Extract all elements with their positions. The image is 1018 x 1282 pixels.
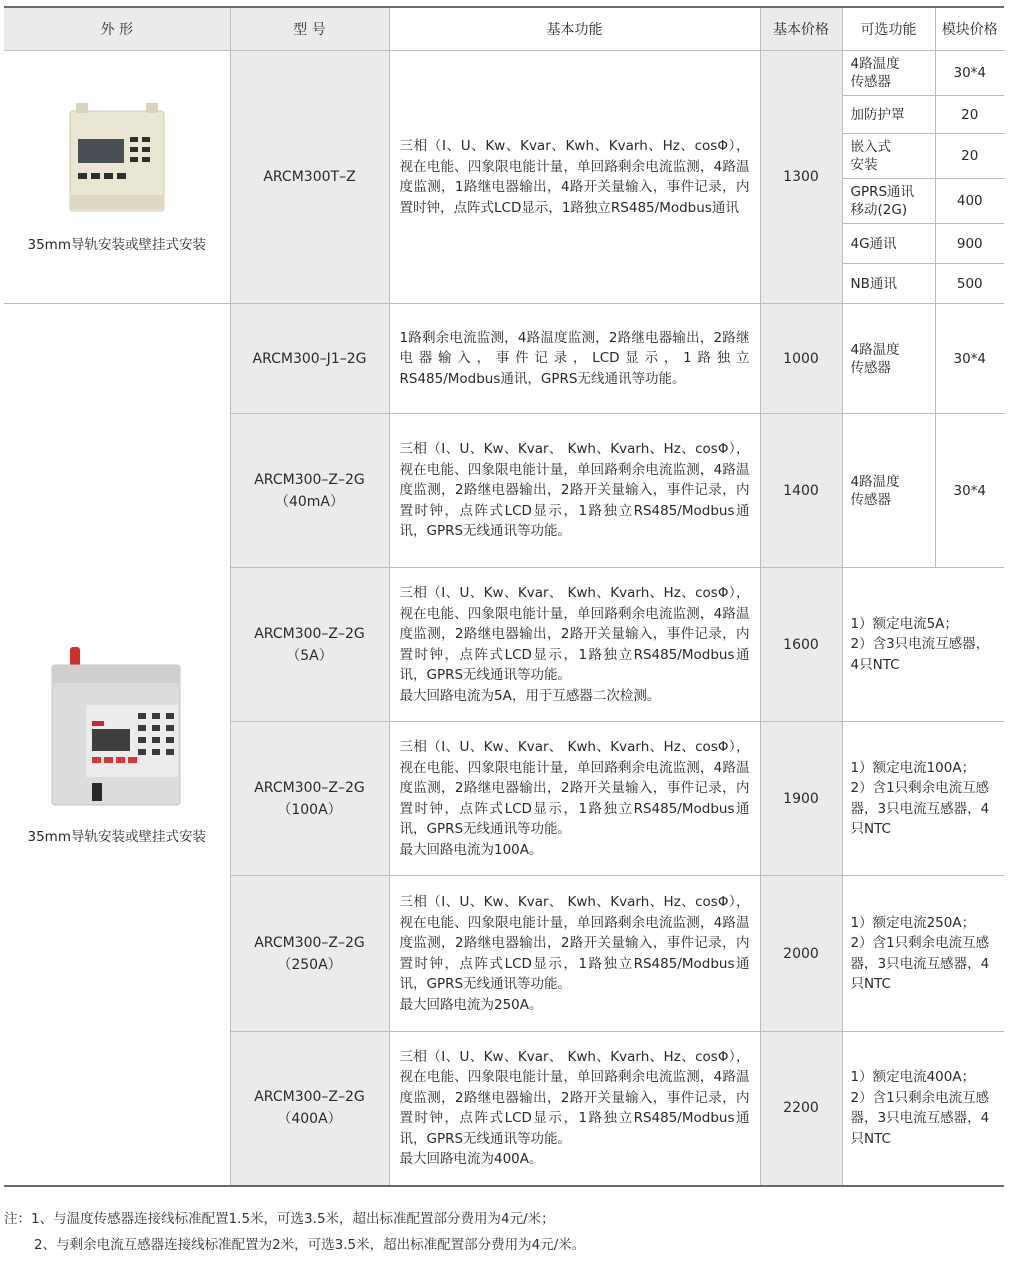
option-note: 1）额定电流250A； 2）含1只剩余电流互感器，3只电流互感器，4只NTC [842, 876, 1004, 1032]
model-variant: （100A） [277, 801, 342, 818]
footnote-2: 2、与剩余电流互感器连接线标准配置为2米，可选3.5米，超出标准配置部分费用为4元/米。 [34, 1237, 586, 1253]
model-name: ARCM300–Z–2G [254, 625, 365, 642]
model-name: ARCM300–Z–2G [254, 471, 365, 488]
header-model: 型 号 [230, 7, 389, 51]
arcm300t-device-image [62, 101, 172, 221]
option-name: 4路温度 传感器 [842, 51, 935, 96]
model-variant: （40mA） [274, 493, 345, 510]
footnote-1: 注：1、与温度传感器连接线标准配置1.5米，可选3.5米，超出标准配置部分费用为4元/米； [4, 1211, 555, 1227]
option-note: 1）额定电流100A； 2）含1只剩余电流互感器，3只电流互感器，4只NTC [842, 722, 1004, 876]
function-cell: 三相（I、U、Kw、Kvar、Kwh、Kvarh、Hz、cosΦ），视在电能、四象限电能计量，单回路剩余电流监测，4路温度监测，1路继电器输出，4路开关量输入，事件记录，内置时钟，点阵式LCD显示，1路独立RS485/Modbus通讯 [389, 51, 760, 304]
basic-price-cell: 2000 [760, 876, 842, 1032]
product-image-cell [4, 51, 230, 304]
function-cell: 三相（I、U、Kw、Kvar、 Kwh、Kvarh、Hz、cosΦ），视在电能、四象限电能计量，单回路剩余电流监测，4路温度监测，2路继电器输出，2路开关量输入，事件记录，内置时钟，点阵式LCD显示，1路独立RS485/Modbus通讯，GPRS无线通讯等功能。 最大回路电流为400A。 [389, 1032, 760, 1186]
header-basic-price: 基本价格 [760, 7, 842, 51]
model-cell [230, 304, 389, 414]
model-name: ARCM300–Z–2G [254, 1089, 365, 1106]
model-cell [230, 876, 389, 1032]
model-cell [230, 51, 389, 304]
table-row [4, 304, 1004, 414]
option-price: 900 [935, 224, 1004, 264]
header-appearance: 外 形 [4, 7, 230, 51]
install-method: 35mm导轨安装或壁挂式安装 [27, 829, 206, 846]
model-cell [230, 722, 389, 876]
model-variant: （250A） [277, 956, 342, 973]
option-note: 1）额定电流5A； 2）含3只电流互感器，4只NTC [842, 568, 1004, 722]
model-name: ARCM300–Z–2G [254, 934, 365, 951]
basic-price-cell: 1000 [760, 304, 842, 414]
header-optional-function: 可选功能 [842, 7, 935, 51]
footnotes [4, 1206, 585, 1258]
option-price: 20 [935, 134, 1004, 179]
option-price: 30*4 [935, 414, 1004, 568]
basic-price-cell: 1600 [760, 568, 842, 722]
option-name: 4路温度 传感器 [842, 414, 935, 568]
install-method: 35mm导轨安装或壁挂式安装 [27, 237, 206, 253]
option-price: 20 [935, 96, 1004, 134]
function-cell: 三相（I、U、Kw、Kvar、 Kwh、Kvarh、Hz、cosΦ），视在电能、四象限电能计量，单回路剩余电流监测，4路温度监测，2路继电器输出，2路开关量输入，事件记录，内置时钟，点阵式LCD显示，1路独立RS485/Modbus通讯，GPRS无线通讯等功能。 最大回路电流为5A，用于互感器二次检测。 [389, 568, 760, 722]
basic-price-cell: 2200 [760, 1032, 842, 1186]
product-spec-table [4, 6, 1004, 1187]
option-name: 加防护罩 [842, 96, 935, 134]
option-price: 30*4 [935, 304, 1004, 414]
option-name: 嵌入式 安装 [842, 134, 935, 179]
model-variant: （5A） [286, 647, 333, 664]
function-cell: 三相（I、U、Kw、Kvar、 Kwh、Kvarh、Hz、cosΦ），视在电能、四象限电能计量，单回路剩余电流监测，4路温度监测，2路继电器输出，2路开关量输入，事件记录，内置时钟，点阵式LCD显示，1路独立RS485/Modbus通讯，GPRS无线通讯等功能。 最大回路电流为100A。 [389, 722, 760, 876]
function-cell: 1路剩余电流监测，4路温度监测，2路继电器输出，2路继电器输入，事件记录，LCD显示，1路独立RS485/Modbus通讯，GPRS无线通讯等功能。 [389, 304, 760, 414]
product-image-cell [4, 304, 230, 1186]
option-price: 30*4 [935, 51, 1004, 96]
header-module-price: 模块价格 [935, 7, 1004, 51]
option-name: 4G通讯 [842, 224, 935, 264]
model-cell [230, 568, 389, 722]
model-name: ARCM300–J1–2G [252, 350, 367, 367]
option-price: 400 [935, 179, 1004, 224]
header-row [4, 7, 1004, 51]
basic-price-cell: 1900 [760, 722, 842, 876]
model-name: ARCM300T–Z [263, 169, 356, 185]
option-name: 4路温度 传感器 [842, 304, 935, 414]
option-name: NB通讯 [842, 264, 935, 304]
header-basic-function: 基本功能 [389, 7, 760, 51]
option-price: 500 [935, 264, 1004, 304]
arcm300-2g-device-image [42, 643, 192, 813]
model-cell [230, 1032, 389, 1186]
table-row [4, 51, 1004, 96]
model-name: ARCM300–Z–2G [254, 779, 365, 796]
option-name: GPRS通讯 移动(2G) [842, 179, 935, 224]
model-cell [230, 414, 389, 568]
basic-price-cell: 1300 [760, 51, 842, 304]
basic-price-cell: 1400 [760, 414, 842, 568]
function-cell: 三相（I、U、Kw、Kvar、 Kwh、Kvarh、Hz、cosΦ），视在电能、四象限电能计量，单回路剩余电流监测，4路温度监测，2路继电器输出，2路开关量输入，事件记录，内置时钟，点阵式LCD显示，1路独立RS485/Modbus通讯，GPRS无线通讯等功能。 [389, 414, 760, 568]
option-note: 1）额定电流400A； 2）含1只剩余电流互感器，3只电流互感器，4只NTC [842, 1032, 1004, 1186]
model-variant: （400A） [277, 1111, 342, 1128]
function-cell: 三相（I、U、Kw、Kvar、 Kwh、Kvarh、Hz、cosΦ），视在电能、四象限电能计量，单回路剩余电流监测，4路温度监测，2路继电器输出，2路开关量输入，事件记录，内置时钟，点阵式LCD显示，1路独立RS485/Modbus通讯，GPRS无线通讯等功能。 最大回路电流为250A。 [389, 876, 760, 1032]
